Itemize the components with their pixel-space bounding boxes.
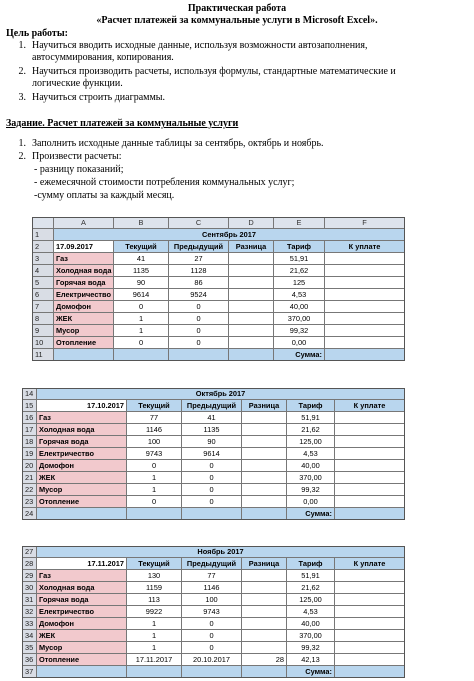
to-pay-cell[interactable] (335, 448, 405, 460)
to-pay-cell[interactable] (325, 289, 405, 301)
difference-cell[interactable] (229, 265, 274, 277)
service-name[interactable]: Газ (54, 253, 114, 265)
column-title[interactable]: Текущий (114, 241, 169, 253)
sheet-row (22, 412, 405, 424)
previous-reading[interactable]: 86 (169, 277, 229, 289)
to-pay-cell[interactable] (335, 582, 405, 594)
service-name[interactable]: Електричество (37, 448, 127, 460)
tariff-cell[interactable]: 99,32 (287, 642, 335, 654)
difference-cell[interactable] (229, 277, 274, 289)
sum-row-filler[interactable] (242, 508, 287, 520)
tariff-cell[interactable]: 125,00 (287, 436, 335, 448)
difference-cell[interactable] (229, 325, 274, 337)
tariff-cell[interactable]: 0,00 (287, 496, 335, 508)
previous-reading[interactable]: 0 (182, 618, 242, 630)
task-item: 2. Произвести расчеты: (18, 151, 122, 162)
difference-cell[interactable] (242, 448, 287, 460)
row-number[interactable]: 32 (22, 606, 37, 618)
row-number[interactable]: 19 (22, 448, 37, 460)
goal-item: 2. Научиться производить расчеты, используя формулы, стандартные математические и (18, 66, 396, 77)
sheet-row (22, 570, 405, 582)
row-number[interactable]: 5 (32, 277, 54, 289)
sheet-row (22, 448, 405, 460)
sheet-row (32, 325, 405, 337)
difference-cell[interactable] (242, 630, 287, 642)
tariff-cell[interactable]: 42,13 (287, 654, 335, 666)
tariff-cell[interactable]: 21,62 (287, 424, 335, 436)
service-name[interactable]: Холодная вода (37, 424, 127, 436)
service-name[interactable]: Горячая вода (37, 594, 127, 606)
to-pay-cell[interactable] (325, 277, 405, 289)
column-title[interactable]: К уплате (335, 558, 405, 570)
difference-cell[interactable] (242, 412, 287, 424)
sheet-row (32, 229, 405, 241)
service-name[interactable]: Газ (37, 412, 127, 424)
row-number[interactable]: 17 (22, 424, 37, 436)
difference-cell[interactable] (229, 253, 274, 265)
to-pay-cell[interactable] (325, 265, 405, 277)
current-reading[interactable]: 100 (127, 436, 182, 448)
current-reading[interactable]: 17.11.2017 (127, 654, 182, 666)
to-pay-cell[interactable] (335, 570, 405, 582)
tariff-cell[interactable]: 40,00 (287, 618, 335, 630)
difference-cell[interactable] (242, 642, 287, 654)
sheet-row (22, 630, 405, 642)
to-pay-cell[interactable] (335, 654, 405, 666)
difference-cell[interactable] (242, 618, 287, 630)
date-cell[interactable]: 17.09.2017 (54, 241, 114, 253)
service-name[interactable]: ЖЕК (37, 472, 127, 484)
tariff-cell[interactable]: 4,53 (287, 606, 335, 618)
column-header[interactable]: A (54, 217, 114, 229)
current-reading[interactable]: 0 (127, 496, 182, 508)
difference-cell[interactable] (242, 484, 287, 496)
row-number[interactable]: 28 (22, 558, 37, 570)
task-heading: Задание. Расчет платежей за коммунальные услуги (6, 118, 239, 129)
row-number[interactable]: 10 (32, 337, 54, 349)
sheet-row (32, 289, 405, 301)
previous-reading[interactable]: 0 (182, 496, 242, 508)
current-reading[interactable]: 77 (127, 412, 182, 424)
service-name[interactable]: Холодная вода (37, 582, 127, 594)
previous-reading[interactable]: 0 (182, 642, 242, 654)
sheet-row (22, 654, 405, 666)
sheet-row (32, 337, 405, 349)
sheet-row (22, 436, 405, 448)
tariff-cell[interactable]: 21,62 (287, 582, 335, 594)
tariff-cell[interactable]: 125 (274, 277, 325, 289)
column-title[interactable]: Разница (229, 241, 274, 253)
month-title[interactable]: Ноябрь 2017 (37, 546, 405, 558)
column-title[interactable]: Предыдущий (182, 400, 242, 412)
current-reading[interactable]: 1146 (127, 424, 182, 436)
current-reading[interactable]: 1 (127, 484, 182, 496)
sheet-row (22, 582, 405, 594)
column-title[interactable]: Текущий (127, 558, 182, 570)
corner-cell[interactable] (32, 217, 54, 229)
current-reading[interactable]: 41 (114, 253, 169, 265)
difference-cell[interactable] (242, 570, 287, 582)
tariff-cell[interactable]: 125,00 (287, 594, 335, 606)
previous-reading[interactable]: 1146 (182, 582, 242, 594)
row-number[interactable]: 1 (32, 229, 54, 241)
column-title[interactable]: Тариф (287, 558, 335, 570)
difference-cell[interactable] (242, 606, 287, 618)
to-pay-cell[interactable] (335, 472, 405, 484)
to-pay-cell[interactable] (325, 313, 405, 325)
doc-title-line2: «Расчет платежей за коммунальные услуги в Microsoft Excel». (96, 15, 378, 26)
current-reading[interactable]: 1159 (127, 582, 182, 594)
sum-row-filler[interactable] (182, 508, 242, 520)
column-title[interactable]: Предыдущий (182, 558, 242, 570)
sum-row-filler[interactable] (127, 508, 182, 520)
sheet-row (22, 424, 405, 436)
to-pay-cell[interactable] (335, 630, 405, 642)
sum-row-filler[interactable] (229, 349, 274, 361)
tariff-cell[interactable]: 21,62 (274, 265, 325, 277)
service-name[interactable]: ЖЕК (54, 313, 114, 325)
goals-heading: Цель работы: (6, 28, 68, 39)
row-number[interactable]: 30 (22, 582, 37, 594)
spreadsheet-october (22, 388, 405, 520)
previous-reading[interactable]: 0 (182, 472, 242, 484)
sheet-row (22, 546, 405, 558)
current-reading[interactable]: 1 (114, 325, 169, 337)
previous-reading[interactable]: 0 (169, 325, 229, 337)
to-pay-cell[interactable] (325, 253, 405, 265)
column-title[interactable]: Тариф (274, 241, 325, 253)
sheet-row (22, 388, 405, 400)
row-number[interactable]: 23 (22, 496, 37, 508)
tariff-cell[interactable]: 370,00 (287, 630, 335, 642)
service-name[interactable]: Горячая вода (37, 436, 127, 448)
current-reading[interactable]: 1 (114, 313, 169, 325)
sheet-row (22, 484, 405, 496)
previous-reading[interactable]: 9743 (182, 606, 242, 618)
column-title[interactable]: Тариф (287, 400, 335, 412)
month-title[interactable]: Октябрь 2017 (37, 388, 405, 400)
tariff-cell[interactable]: 40,00 (274, 301, 325, 313)
to-pay-cell[interactable] (335, 436, 405, 448)
difference-cell[interactable] (242, 496, 287, 508)
service-name[interactable]: Горячая вода (54, 277, 114, 289)
previous-reading[interactable]: 9524 (169, 289, 229, 301)
tariff-cell[interactable]: 0,00 (274, 337, 325, 349)
to-pay-cell[interactable] (335, 618, 405, 630)
difference-cell[interactable] (242, 424, 287, 436)
current-reading[interactable]: 113 (127, 594, 182, 606)
sheet-row (22, 460, 405, 472)
current-reading[interactable]: 1 (127, 618, 182, 630)
service-name[interactable]: Мусор (37, 484, 127, 496)
sum-label[interactable]: Сумма: (287, 508, 335, 520)
column-header[interactable]: C (169, 217, 229, 229)
sheet-row (22, 594, 405, 606)
sheet-row (32, 313, 405, 325)
sheet-row (32, 301, 405, 313)
column-header[interactable]: D (229, 217, 274, 229)
previous-reading[interactable]: 90 (182, 436, 242, 448)
to-pay-cell[interactable] (325, 325, 405, 337)
sum-row-filler[interactable] (127, 666, 182, 678)
date-cell[interactable]: 17.11.2017 (37, 558, 127, 570)
difference-cell[interactable] (229, 337, 274, 349)
sheet-row (22, 666, 405, 678)
sheet-row (22, 606, 405, 618)
column-title[interactable]: К уплате (325, 241, 405, 253)
column-title[interactable]: Разница (242, 558, 287, 570)
column-title[interactable]: Текущий (127, 400, 182, 412)
column-header[interactable]: F (325, 217, 405, 229)
service-name[interactable]: Електричество (37, 606, 127, 618)
difference-cell[interactable] (229, 301, 274, 313)
to-pay-cell[interactable] (335, 496, 405, 508)
tariff-cell[interactable]: 99,32 (274, 325, 325, 337)
previous-reading[interactable]: 0 (182, 460, 242, 472)
to-pay-cell[interactable] (335, 424, 405, 436)
previous-reading[interactable]: 0 (182, 484, 242, 496)
column-title[interactable]: Разница (242, 400, 287, 412)
difference-cell[interactable] (242, 436, 287, 448)
tariff-cell[interactable]: 51,91 (274, 253, 325, 265)
row-number[interactable]: 14 (22, 388, 37, 400)
previous-reading[interactable]: 20.10.2017 (182, 654, 242, 666)
current-reading[interactable]: 0 (114, 301, 169, 313)
service-name[interactable]: Домофон (37, 618, 127, 630)
previous-reading[interactable]: 0 (182, 630, 242, 642)
tariff-cell[interactable]: 51,91 (287, 570, 335, 582)
difference-cell[interactable] (242, 460, 287, 472)
row-number[interactable]: 16 (22, 412, 37, 424)
sheet-row (32, 277, 405, 289)
sheet-row (22, 642, 405, 654)
difference-cell[interactable] (242, 594, 287, 606)
previous-reading[interactable]: 27 (169, 253, 229, 265)
column-header[interactable]: B (114, 217, 169, 229)
current-reading[interactable]: 0 (114, 337, 169, 349)
service-name[interactable]: Домофон (37, 460, 127, 472)
tariff-cell[interactable]: 4,53 (287, 448, 335, 460)
row-number[interactable]: 6 (32, 289, 54, 301)
current-reading[interactable]: 1 (127, 630, 182, 642)
difference-cell[interactable] (242, 472, 287, 484)
sum-value[interactable] (325, 349, 405, 361)
to-pay-cell[interactable] (325, 301, 405, 313)
to-pay-cell[interactable] (335, 642, 405, 654)
sheet-row (32, 265, 405, 277)
sheet-row (22, 400, 405, 412)
column-title[interactable]: Предыдущий (169, 241, 229, 253)
sheet-row (22, 508, 405, 520)
service-name[interactable]: Домофон (54, 301, 114, 313)
row-number[interactable]: 3 (32, 253, 54, 265)
previous-reading[interactable]: 0 (169, 337, 229, 349)
row-number[interactable]: 24 (22, 508, 37, 520)
spreadsheet-november (22, 546, 405, 678)
row-number[interactable]: 29 (22, 570, 37, 582)
to-pay-cell[interactable] (335, 460, 405, 472)
to-pay-cell[interactable] (335, 606, 405, 618)
difference-cell[interactable]: 28 (242, 654, 287, 666)
previous-reading[interactable]: 0 (169, 313, 229, 325)
current-reading[interactable]: 0 (127, 460, 182, 472)
sum-value[interactable] (335, 508, 405, 520)
row-number[interactable]: 21 (22, 472, 37, 484)
current-reading[interactable]: 9743 (127, 448, 182, 460)
service-name[interactable]: Електричество (54, 289, 114, 301)
spreadsheet-september (32, 217, 405, 373)
previous-reading[interactable]: 41 (182, 412, 242, 424)
current-reading[interactable]: 9922 (127, 606, 182, 618)
service-name[interactable]: Холодная вода (54, 265, 114, 277)
goal-item: 3. Научиться строить диаграммы. (18, 92, 166, 103)
row-number[interactable]: 31 (22, 594, 37, 606)
to-pay-cell[interactable] (325, 337, 405, 349)
sheet-row (22, 618, 405, 630)
task-item: 1. Заполнить исходные данные таблицы за сентябрь, октябрь и ноябрь. (18, 138, 324, 149)
tariff-cell[interactable]: 99,32 (287, 484, 335, 496)
sum-value[interactable] (335, 666, 405, 678)
to-pay-cell[interactable] (335, 484, 405, 496)
sheet-row (32, 253, 405, 265)
current-reading[interactable]: 9614 (114, 289, 169, 301)
row-number[interactable]: 4 (32, 265, 54, 277)
goal-item: 1. Научиться вводить исходные данные, используя возможности автозаполнения, (18, 40, 368, 51)
row-number[interactable]: 33 (22, 618, 37, 630)
sheet-row (22, 558, 405, 570)
row-number[interactable]: 8 (32, 313, 54, 325)
tariff-cell[interactable]: 40,00 (287, 460, 335, 472)
service-name[interactable]: Мусор (37, 642, 127, 654)
difference-cell[interactable] (229, 313, 274, 325)
row-number[interactable]: 36 (22, 654, 37, 666)
sheet-row (22, 472, 405, 484)
sum-row-filler[interactable] (37, 666, 127, 678)
sum-row-filler[interactable] (37, 508, 127, 520)
task-subitem: - разницу показаний; (34, 164, 124, 175)
difference-cell[interactable] (242, 582, 287, 594)
row-number[interactable]: 7 (32, 301, 54, 313)
task-subitem: -сумму оплаты за каждый месяц. (34, 190, 175, 201)
to-pay-cell[interactable] (335, 594, 405, 606)
current-reading[interactable]: 90 (114, 277, 169, 289)
row-number[interactable]: 15 (22, 400, 37, 412)
previous-reading[interactable]: 1128 (169, 265, 229, 277)
row-number[interactable]: 9 (32, 325, 54, 337)
task-subitem: - ежемесячной стоимости потребления коммунальных услуг; (34, 177, 295, 188)
previous-reading[interactable]: 1135 (182, 424, 242, 436)
row-number[interactable]: 20 (22, 460, 37, 472)
previous-reading[interactable]: 9614 (182, 448, 242, 460)
row-number[interactable]: 35 (22, 642, 37, 654)
sheet-row (32, 241, 405, 253)
current-reading[interactable]: 1135 (114, 265, 169, 277)
sheet-row (32, 217, 405, 229)
row-number[interactable]: 27 (22, 546, 37, 558)
row-number[interactable]: 22 (22, 484, 37, 496)
service-name[interactable]: Отопление (37, 496, 127, 508)
goal-item: автосуммирования, копирования. (32, 52, 174, 63)
previous-reading[interactable]: 77 (182, 570, 242, 582)
current-reading[interactable]: 1 (127, 472, 182, 484)
month-title[interactable]: Сентябрь 2017 (54, 229, 405, 241)
date-cell[interactable]: 17.10.2017 (37, 400, 127, 412)
previous-reading[interactable]: 100 (182, 594, 242, 606)
sheet-row (22, 496, 405, 508)
tariff-cell[interactable]: 51,91 (287, 412, 335, 424)
row-number[interactable]: 2 (32, 241, 54, 253)
row-number[interactable]: 34 (22, 630, 37, 642)
sheet-row (32, 349, 405, 361)
difference-cell[interactable] (229, 289, 274, 301)
sum-label[interactable]: Сумма: (274, 349, 325, 361)
service-name[interactable]: ЖЕК (37, 630, 127, 642)
column-title[interactable]: К уплате (335, 400, 405, 412)
tariff-cell[interactable]: 370,00 (287, 472, 335, 484)
current-reading[interactable]: 130 (127, 570, 182, 582)
service-name[interactable]: Отопление (54, 337, 114, 349)
sum-row-filler[interactable] (242, 666, 287, 678)
tariff-cell[interactable]: 370,00 (274, 313, 325, 325)
row-number[interactable]: 11 (32, 349, 54, 361)
service-name[interactable]: Газ (37, 570, 127, 582)
to-pay-cell[interactable] (335, 412, 405, 424)
goal-item: логические функции. (32, 78, 123, 89)
tariff-cell[interactable]: 4,53 (274, 289, 325, 301)
service-name[interactable]: Мусор (54, 325, 114, 337)
column-header[interactable]: E (274, 217, 325, 229)
sum-row-filler[interactable] (114, 349, 169, 361)
sum-row-filler[interactable] (54, 349, 114, 361)
row-number[interactable]: 18 (22, 436, 37, 448)
sum-row-filler[interactable] (169, 349, 229, 361)
current-reading[interactable]: 1 (127, 642, 182, 654)
previous-reading[interactable]: 0 (169, 301, 229, 313)
sum-row-filler[interactable] (182, 666, 242, 678)
row-number[interactable]: 37 (22, 666, 37, 678)
doc-title-line1: Практическая работа (187, 3, 287, 14)
service-name[interactable]: Отопление (37, 654, 127, 666)
sum-label[interactable]: Сумма: (287, 666, 335, 678)
